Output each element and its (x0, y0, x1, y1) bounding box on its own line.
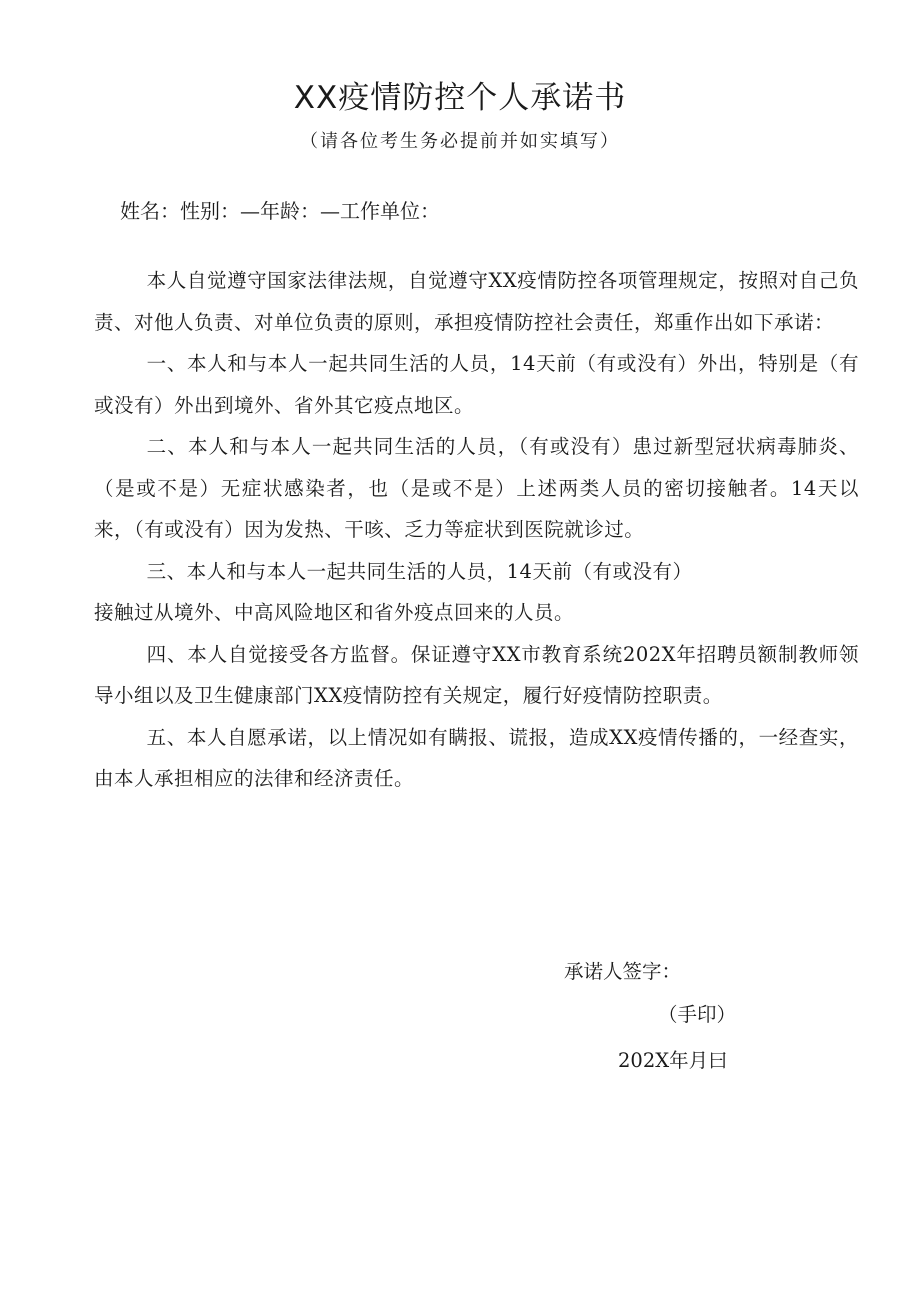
intro-paragraph: 本人自觉遵守国家法律法规，自觉遵守XX疫情防控各项管理规定，按照对自己负责、对他人负责、对单位负责的原则，承担疫情防控社会责任，郑重作出如下承诺： (94, 269, 859, 334)
date-line: 202X年月曰 (618, 1049, 728, 1072)
signature-label: 承诺人签字： (564, 960, 682, 983)
pledge-item-3-continued: 接触过从境外、中高风险地区和省外疫点回来的人员。 (94, 601, 575, 624)
document-title: XX疫情防控个人承诺书 (293, 80, 627, 116)
pledge-item-2: 二、本人和与本人一起共同生活的人员，（有或没有）患过新型冠状病毒肺炎、（是或不是）无症状感染者，也（是或不是）上述两类人员的密切接触者。14天以来，（有或没有）因为发热、干咳、乏力等症状到医院就诊过。 (94, 435, 859, 541)
personal-info-line: 姓名：性别：—年龄：—工作单位： (120, 199, 440, 223)
pledge-item-3: 三、本人和与本人一起共同生活的人员，14天前（有或没有） (146, 559, 693, 583)
document-subtitle: （请各位考生务必提前并如实填写） (300, 131, 620, 152)
pledge-body (94, 260, 859, 800)
pledge-item-5: 五、本人自愿承诺，以上情况如有瞒报、谎报，造成XX疫情传播的，一经查实，由本人承担相应的法律和经济责任。 (94, 725, 859, 790)
pledge-item-4: 四、本人自觉接受各方监督。保证遵守XX市教育系统202X年招聘员额制教师领导小组以及卫生健康部门XX疫情防控有关规定，履行好疫情防控职责。 (94, 642, 859, 707)
pledge-item-1: 一、本人和与本人一起共同生活的人员，14天前（有或没有）外出，特别是（有或没有）外出到境外、省外其它疫点地区。 (94, 352, 859, 417)
handprint-label: （手印） (658, 1003, 737, 1026)
